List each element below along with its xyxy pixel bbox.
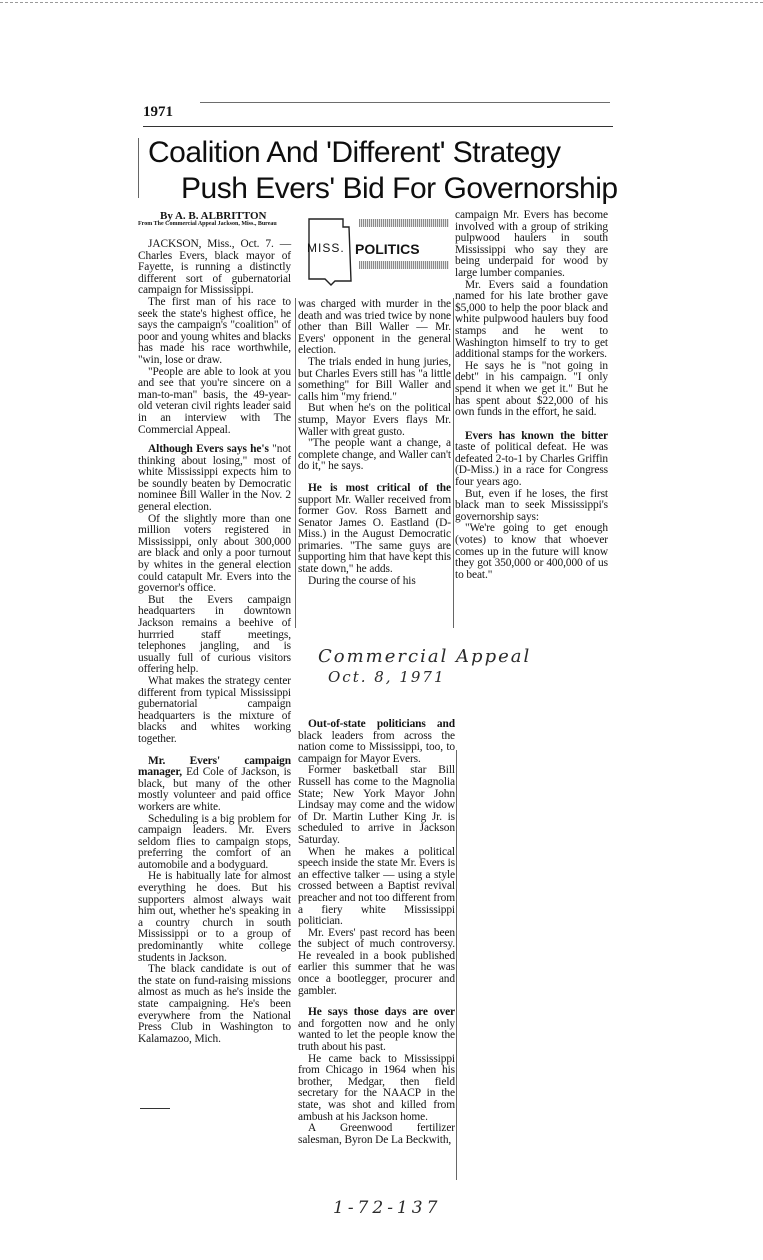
- article-column-1: [138, 239, 291, 1045]
- paragraph: The first man of his race to seek the state's highest office, he says the campaign's "coalition" of poor and young whites and blacks has made his race worthwhile, "win, lose or draw.: [138, 295, 291, 366]
- paragraph-lead: Evers has known the bitter: [465, 429, 608, 442]
- paragraph: "The people want a change, a complete change, and Waller can't do it," he says.: [298, 437, 451, 473]
- byline-credit: From The Commercial Appeal Jackson, Miss., Bureau: [138, 221, 277, 227]
- paragraph-lead: Mr. Evers' campaign manager,: [138, 754, 291, 779]
- paragraph: [298, 483, 451, 576]
- headline-left-rule: [138, 138, 139, 198]
- paragraph: [298, 1007, 455, 1053]
- paragraph: [298, 719, 455, 765]
- column-divider-2: [453, 298, 454, 628]
- handwritten-source: Commercial Appeal: [318, 646, 532, 667]
- paragraph: The trials ended in hung juries, but Charles Evers still has "a little something" for Bill Waller and calls him "my friend.": [298, 355, 451, 403]
- logo-stripe-top: [359, 219, 449, 227]
- logo-label: POLITICS: [355, 241, 420, 257]
- paragraph: What makes the strategy center different from typical Mississippi gubernatorial campaign headquarters is the mixture of blacks and whites working together.: [138, 674, 291, 745]
- paragraph: "People are able to look at you and see that you're sincere on a man-to-man" basis, the 49-year-old veteran civil rights leader said in an interview with The Commercial Appeal.: [138, 365, 291, 436]
- paragraph-lead: He says those days are over: [308, 1006, 455, 1019]
- paragraph: campaign Mr. Evers has become involved with a group of striking pulpwood haulers in south Mississippi who say they are being underpaid for wood by large lumber companies.: [455, 209, 608, 279]
- paragraph: Mr. Evers' past record has been the subject of much controversy. He revealed in a book published earlier this summer that he was once a bootlegger, procurer and gambler.: [298, 926, 455, 997]
- paragraph: A Greenwood fertilizer salesman, Byron De La Beckwith,: [298, 1122, 455, 1146]
- paragraph: Of the slightly more than one million voters registered in Mississippi, only about 300,000 are black and only a poor turnout by whites in the general election could catapult Mr. Evers into the governor's office.: [138, 512, 291, 595]
- page-top-border: [0, 2, 763, 3]
- paragraph: [455, 431, 608, 489]
- paragraph-text: taste of political defeat. He was defeated 2-to-1 by Charles Griffin (D-Miss.) in a race for Congress four years ago.: [455, 441, 608, 489]
- year-rule: [200, 102, 610, 103]
- column-end-rule: [140, 1108, 170, 1109]
- paragraph: He came back to Mississippi from Chicago in 1964 when his brother, Medgar, then field secretary for the NAACP in the state, was shot and killed from ambush at his Jackson home.: [298, 1052, 455, 1123]
- file-number: 1-72-137: [333, 1198, 442, 1218]
- paragraph: When he makes a political speech inside the state Mr. Evers is an effective talker — using a style crossed between a Baptist revival preacher and not too different from a fiery white Mississippi politician.: [298, 845, 455, 928]
- paragraph: He is habitually late for almost everything he does. But his supporters almost always wait him out, whether he's speaking in a country church in south Mississippi or to a group of predominantly white college students in Jackson.: [138, 870, 291, 964]
- paragraph: "We're going to get enough (votes) to know that whoever comes up in the future will know they got 350,000 or 400,000 of us to beat.": [455, 522, 608, 581]
- paragraph: JACKSON, Miss., Oct. 7. — Charles Evers, black mayor of Fayette, is running a distinctly different sort of gubernatorial campaign for Mississippi.: [138, 238, 291, 297]
- paragraph-text: support Mr. Waller received from former Gov. Ross Barnett and Senator James O. Eastland (D-Miss.) in the August Democratic primaries. "The same guys are supporting him that have kept this state down," he adds.: [298, 493, 451, 576]
- column-divider-3: [456, 750, 457, 1180]
- headline-rule: [143, 126, 613, 127]
- paragraph: Mr. Evers said a foundation named for his late brother gave $5,000 to help the poor black and white pulpwood haulers buy food stamps and he went to Washington himself to try to get additional stamps for the workers.: [455, 278, 608, 361]
- article-column-2: [298, 299, 451, 587]
- politics-logo: [305, 217, 451, 287]
- paragraph: But the Evers campaign headquarters in downtown Jackson remains a beehive of hurrried staff meetings, telephones jangling, and is usually full of curious visitors offering help.: [138, 593, 291, 676]
- clipping-year: 1971: [143, 104, 173, 120]
- paragraph-text: "not thinking about losing," most of white Mississippi expects him to be soundly beaten by Democratic nominee Bill Waller in the Nov. 2 general election.: [138, 443, 291, 514]
- paragraph: During the course of his: [308, 574, 416, 587]
- paragraph: [138, 444, 291, 514]
- logo-stripe-bottom: [359, 261, 449, 269]
- paragraph-lead: Out-of-state politicians and: [308, 718, 455, 730]
- article-column-2b: [298, 719, 455, 1146]
- byline: By A. B. ALBRITTON: [160, 210, 267, 222]
- paragraph: Scheduling is a big problem for campaign leaders. Mr. Evers seldom flies to campaign stops, preferring the comfort of an automobile and a bodyguard.: [138, 812, 291, 871]
- headline-line-1: Coalition And 'Different' Strategy: [148, 136, 561, 169]
- paragraph: He says he is "not going in debt" in his campaign. "I only spend it when we get it." But he has spent about $22,000 of his own funds in the effort, he said.: [455, 359, 608, 419]
- paragraph: was charged with murder in the death and was tried twice by none other than Bill Waller — Mr. Evers' opponent in the general election.: [298, 298, 451, 357]
- logo-state: MISS.: [307, 241, 345, 255]
- headline-line-2: Push Evers' Bid For Governorship: [181, 172, 618, 205]
- paragraph-lead: He is most critical of the: [308, 481, 451, 494]
- paragraph-text: black leaders from across the nation come to Mississippi, too, to campaign for Mayor Evers.: [298, 729, 455, 765]
- paragraph: Former basketball star Bill Russell has come to the Magnolia State; New York Mayor John Lindsay may come and the widow of Dr. Martin Luther King Jr. is scheduled to arrive in Jackson Saturday.: [298, 764, 455, 846]
- paragraph-lead: Although Evers says he's: [148, 443, 269, 456]
- article-column-3: [455, 210, 608, 581]
- paragraph: The black candidate is out of the state on fund-raising missions almost as much as he's inside the state campaigning. He's been everywhere from the National Press Club in Washington to Kalamazoo, Mich.: [138, 963, 291, 1045]
- paragraph-text: and forgotten now and he only wanted to let the people know the truth about his past.: [298, 1017, 455, 1054]
- column-divider-1: [295, 298, 296, 628]
- paragraph: But when he's on the political stump, Mayor Evers flays Mr. Waller with great gusto.: [298, 402, 451, 438]
- paragraph: [138, 756, 291, 814]
- paragraph-text: Ed Cole of Jackson, is black, but many of the other mostly volunteer and paid office workers are white.: [138, 766, 291, 813]
- handwritten-date: Oct. 8, 1971: [328, 668, 446, 686]
- paragraph: But, even if he loses, the first black man to seek Mississippi's governorship says:: [455, 487, 608, 523]
